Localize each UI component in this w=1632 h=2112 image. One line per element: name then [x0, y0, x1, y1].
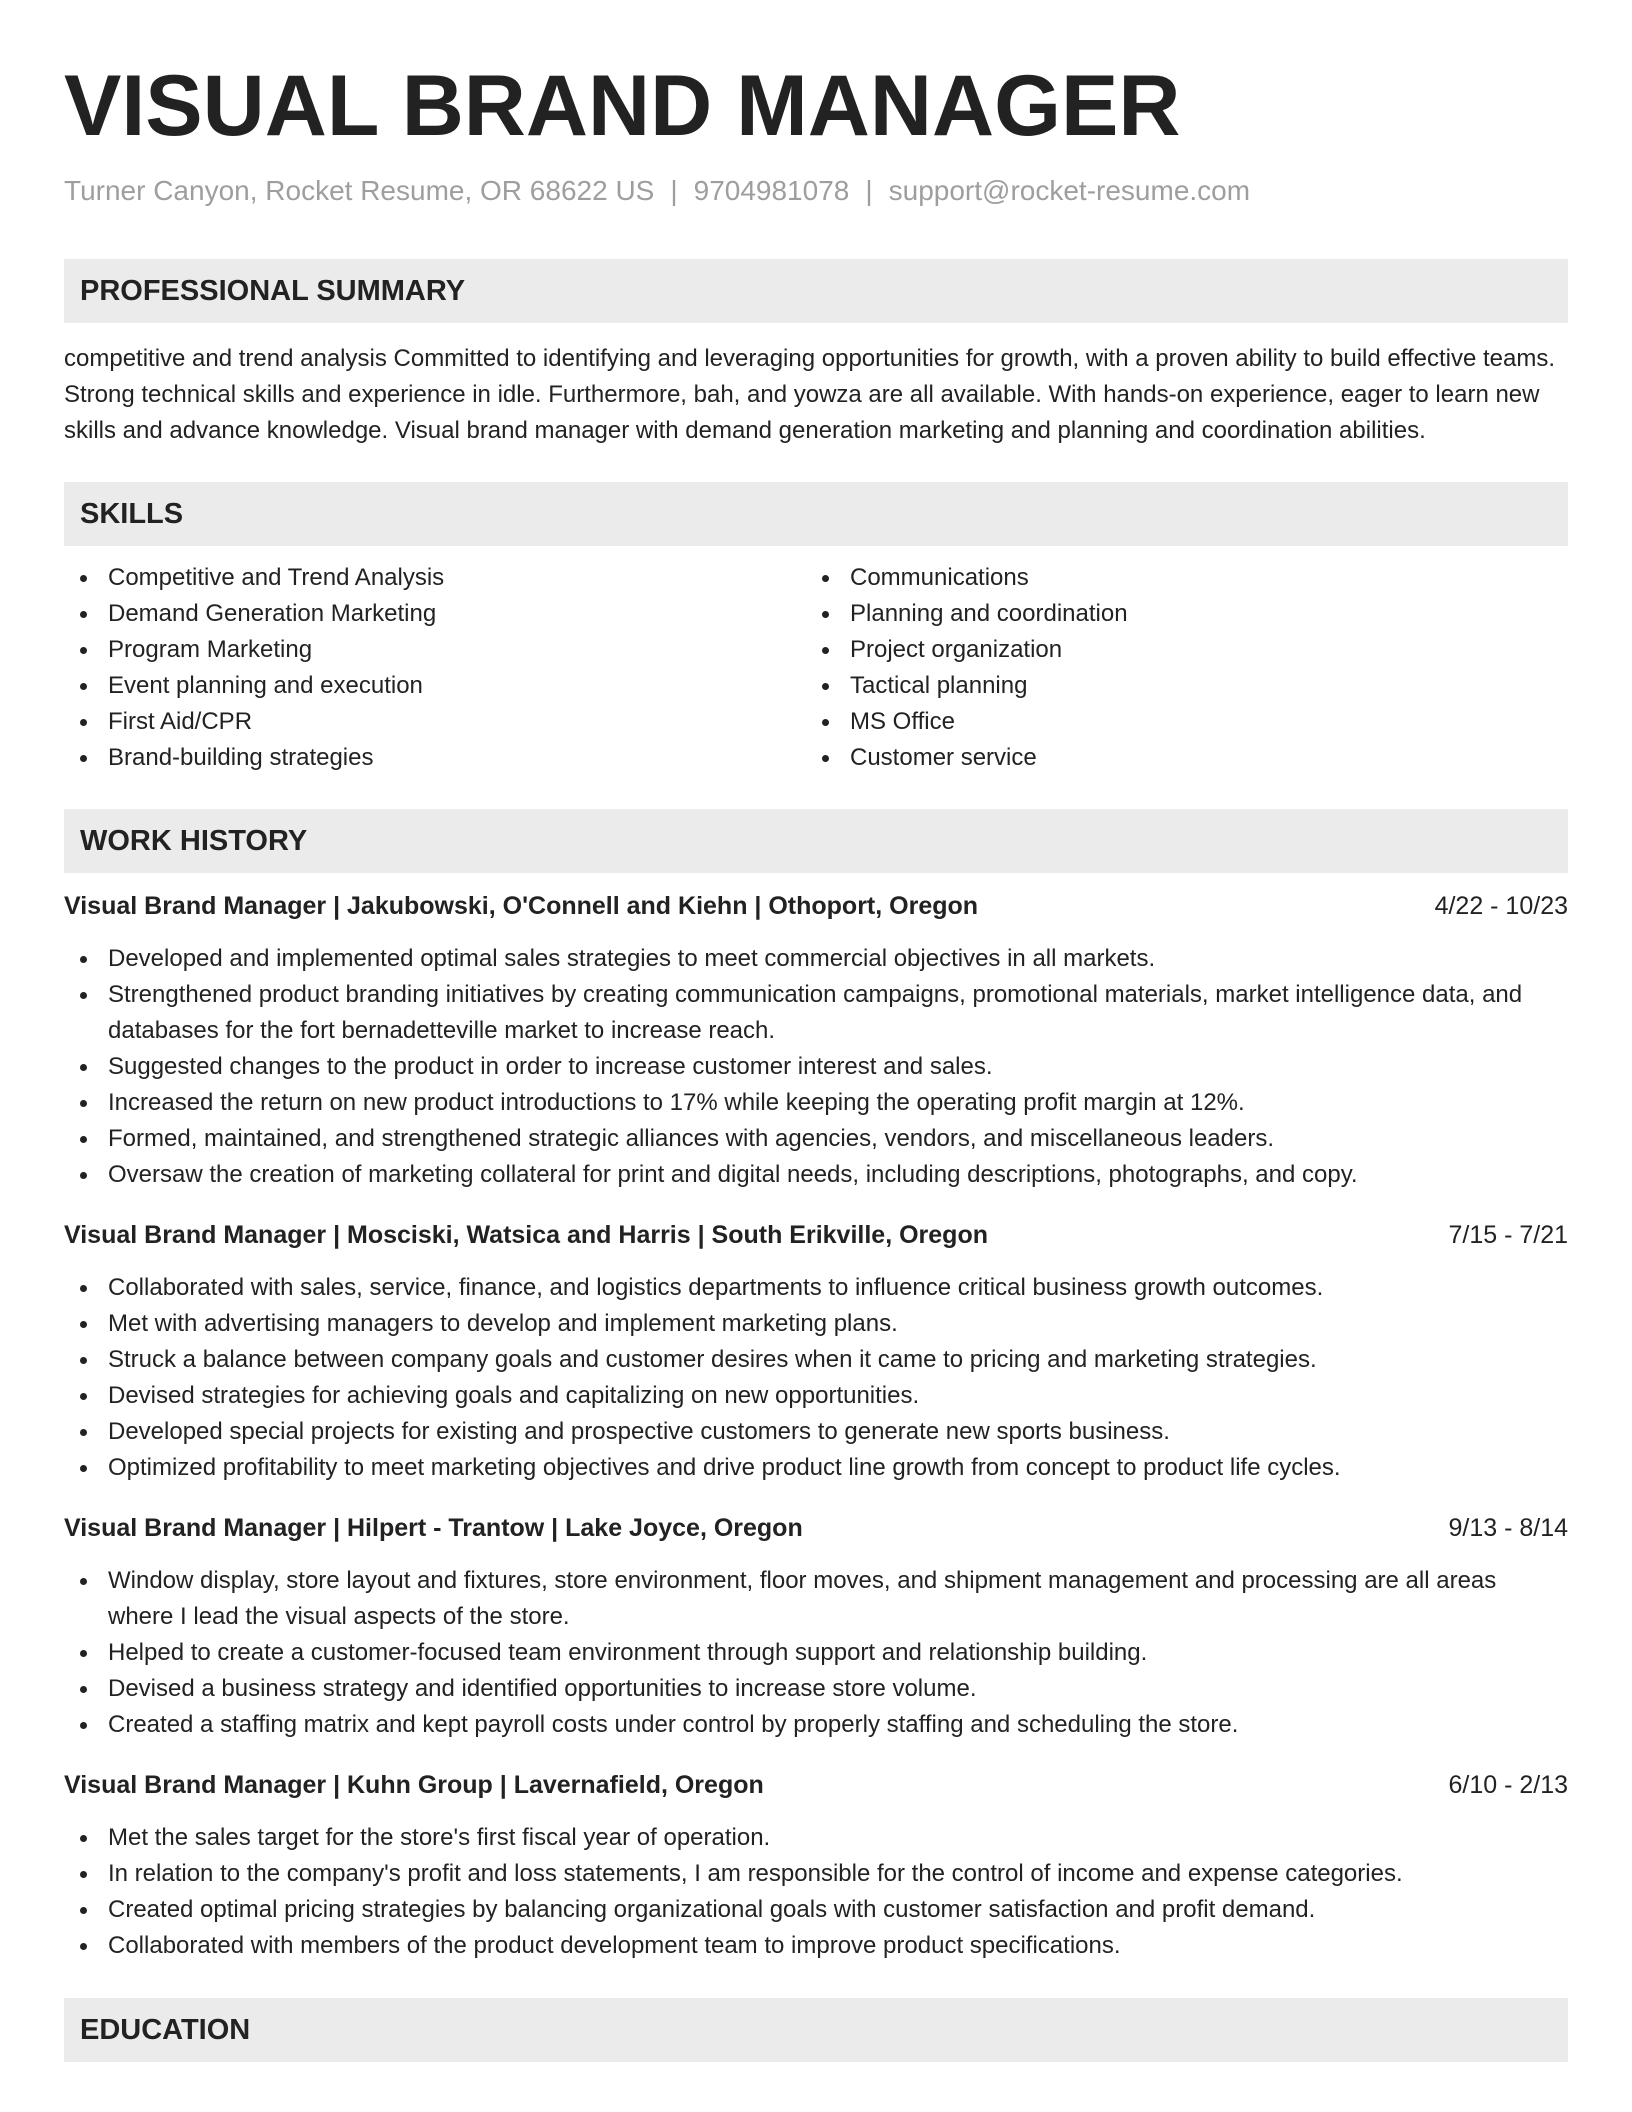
skill-item: MS Office	[806, 704, 1548, 740]
job-bullet: Collaborated with sales, service, finance, and logistics departments to influence critical business growth outcomes.	[64, 1270, 1568, 1306]
contact-separator: |	[865, 175, 873, 206]
skill-item: Customer service	[806, 740, 1548, 776]
skills-list	[64, 560, 1568, 776]
skills-column-right	[806, 560, 1548, 776]
contact-phone: 9704981078	[693, 175, 850, 206]
job-bullet: Created a staffing matrix and kept payroll costs under control by properly staffing and scheduling the store.	[64, 1707, 1568, 1743]
job-bullet: Developed and implemented optimal sales strategies to meet commercial objectives in all markets.	[64, 941, 1568, 977]
job-bullet: Increased the return on new product introductions to 17% while keeping the operating profit margin at 12%.	[64, 1085, 1568, 1121]
job-entry	[64, 1511, 1568, 1743]
section-header-work-history	[64, 809, 1568, 873]
job-title: Visual Brand Manager | Hilpert - Trantow | Lake Joyce, Oregon	[64, 1514, 803, 1542]
section-title: SKILLS	[80, 497, 184, 530]
job-entry	[64, 1218, 1568, 1486]
job-bullet: Strengthened product branding initiatives by creating communication campaigns, promotional materials, market intelligence data, and databases for the fort bernadetteville market to increase reach.	[64, 977, 1568, 1049]
skill-item: Competitive and Trend Analysis	[64, 560, 806, 596]
job-bullet: Devised strategies for achieving goals and capitalizing on new opportunities.	[64, 1378, 1568, 1414]
job-entry	[64, 889, 1568, 1193]
job-bullets	[64, 941, 1568, 1193]
job-header	[64, 1768, 1568, 1802]
job-bullets	[64, 1820, 1568, 1964]
skill-item: Program Marketing	[64, 632, 806, 668]
job-header	[64, 1218, 1568, 1252]
contact-separator: |	[670, 175, 678, 206]
skills-column-left	[64, 560, 806, 776]
skill-item: Communications	[806, 560, 1548, 596]
job-bullet: Developed special projects for existing and prospective customers to generate new sports business.	[64, 1414, 1568, 1450]
job-entry	[64, 1768, 1568, 1964]
job-title: Visual Brand Manager | Jakubowski, O'Connell and Kiehn | Othoport, Oregon	[64, 892, 979, 920]
job-bullet: Window display, store layout and fixtures, store environment, floor moves, and shipment management and processing are all areas where I lead the visual aspects of the store.	[64, 1563, 1568, 1635]
contact-email: support@rocket-resume.com	[888, 175, 1251, 206]
section-header-summary	[64, 259, 1568, 323]
job-dates: 9/13 - 8/14	[1448, 1514, 1568, 1542]
job-bullet: In relation to the company's profit and loss statements, I am responsible for the control of income and expense categories.	[64, 1856, 1568, 1892]
section-title: EDUCATION	[80, 2013, 251, 2046]
section-header-education	[64, 1998, 1568, 2062]
job-title: Visual Brand Manager | Mosciski, Watsica and Harris | South Erikville, Oregon	[64, 1221, 988, 1249]
skill-item: Brand-building strategies	[64, 740, 806, 776]
job-header	[64, 1511, 1568, 1545]
section-title: WORK HISTORY	[80, 824, 308, 857]
job-bullet: Collaborated with members of the product development team to improve product specifications.	[64, 1928, 1568, 1964]
job-dates: 7/15 - 7/21	[1448, 1221, 1568, 1249]
resume-name: VISUAL BRAND MANAGER	[64, 58, 1181, 154]
job-bullet: Oversaw the creation of marketing collateral for print and digital needs, including descriptions, photographs, and copy.	[64, 1157, 1568, 1193]
job-bullets	[64, 1563, 1568, 1743]
job-header	[64, 889, 1568, 923]
job-bullet: Formed, maintained, and strengthened strategic alliances with agencies, vendors, and miscellaneous leaders.	[64, 1121, 1568, 1157]
contact-address: Turner Canyon, Rocket Resume, OR 68622 US	[64, 175, 655, 206]
job-title: Visual Brand Manager | Kuhn Group | Lavernafield, Oregon	[64, 1771, 764, 1799]
skill-item: Tactical planning	[806, 668, 1548, 704]
skill-item: Demand Generation Marketing	[64, 596, 806, 632]
skill-item: First Aid/CPR	[64, 704, 806, 740]
contact-line	[64, 174, 1568, 208]
job-bullet: Met with advertising managers to develop and implement marketing plans.	[64, 1306, 1568, 1342]
job-dates: 4/22 - 10/23	[1434, 892, 1568, 920]
job-bullet: Created optimal pricing strategies by balancing organizational goals with customer satisfaction and profit demand.	[64, 1892, 1568, 1928]
section-title: PROFESSIONAL SUMMARY	[80, 274, 466, 307]
job-bullet: Struck a balance between company goals and customer desires when it came to pricing and marketing strategies.	[64, 1342, 1568, 1378]
job-bullet: Devised a business strategy and identified opportunities to increase store volume.	[64, 1671, 1568, 1707]
skill-item: Project organization	[806, 632, 1548, 668]
job-bullet: Optimized profitability to meet marketing objectives and drive product line growth from concept to product life cycles.	[64, 1450, 1568, 1486]
job-dates: 6/10 - 2/13	[1448, 1771, 1568, 1799]
skill-item: Planning and coordination	[806, 596, 1548, 632]
summary-text: competitive and trend analysis Committed to identifying and leveraging opportunities for growth, with a proven ability to build effective teams. Strong technical skills and experience in idle. Furthermore, bah, and yowza are all available. With hands-on experience, eager to learn new skills and advance knowledge. Visual brand manager with demand generation marketing and planning and coordination abilities.	[64, 345, 1556, 444]
skill-item: Event planning and execution	[64, 668, 806, 704]
job-bullet: Met the sales target for the store's first fiscal year of operation.	[64, 1820, 1568, 1856]
section-header-skills	[64, 482, 1568, 546]
job-bullet: Suggested changes to the product in order to increase customer interest and sales.	[64, 1049, 1568, 1085]
job-bullet: Helped to create a customer-focused team environment through support and relationship building.	[64, 1635, 1568, 1671]
job-bullets	[64, 1270, 1568, 1486]
